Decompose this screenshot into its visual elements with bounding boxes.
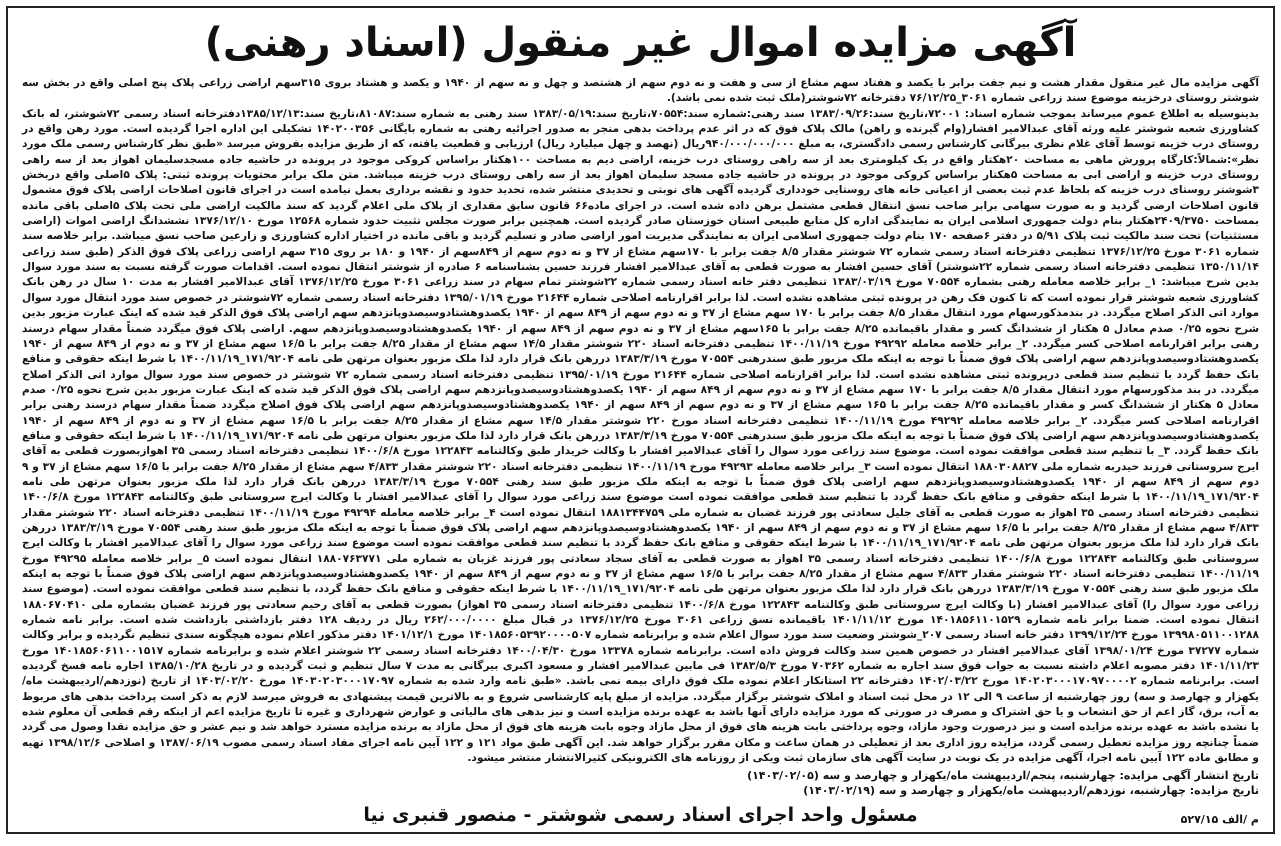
auction-notice (6, 6, 1275, 834)
notice-subject: آگهی مزایده مال غیر منقول مقدار هشت و نیم جفت برابر با یکصد و هفتاد سهم مشاع از سی و هفت و نه دوم سهم از هشتصد و چهل و نه سهم از ۱۹۴۰ و یکصد و هشتاد بروی ۳۱۵سهم اراضی زراعی پلاک پنج اصلی واقع در بخش سه شوشتر روستای درخزینه موضوع سند زراعی شماره ۳۰۶۱_۷۶/۱۲/۲۵ دفترخانه ۷۲شوشتر(ملک ثبت شده نمی باشد). (22, 77, 1259, 105)
notice-dates (22, 768, 1259, 798)
signature-line: مسئول واحد اجرای اسناد رسمی شوشتر - منصور قنبری نیا (363, 804, 918, 827)
auction-date: تاریخ مزایده: چهارشنبه، نوزدهم/اردیبهشت ماه/یکهزار و چهارصد و سه (۱۴۰۳/۰۲/۱۹) (803, 784, 1259, 798)
reference-number: م /الف ۵۲۷/۱۵ (1180, 813, 1259, 826)
notice-body: بدینوسیله به اطلاع عموم میرساند بموجب شماره اسناد: ۷۲۰۰۱،تاریخ سند:۱۳۸۳/۰۹/۲۶ سند رهنی:شماره سند:۷۰۵۵۴،تاریخ سند:۱۳۸۳/۰۵/۱۹ سند رهنی به شماره سند:۸۱۰۸۷،تاریخ سند:۱۳۸۵/۱۲/۱۳دفترخانه اسناد رسمی ۷۲شوشتر، له بانک کشاورزی شعبه شوشتر علیه ورثه آقای عبدالامیر افشار(وام گیرنده و راهن) مالک پلاک فوق که در اثر عدم پرداخت بدهی منجر به صدور اجرائیه رهنی به شماره بایگانی ۱۴۰۲۰۰۳۵۶ تشکیلی این اداره اجرا گردیده است. مورد رهن واقع در روستای درب خزینه توسط آقای غلام نظری بیرگانی کارشناس رسمی دادگستری، به مبلغ ۹۴۰/۰۰۰/۰۰۰/۰۰۰ریال (نهصد و چهل میلیارد ریال) ارزیابی و قطعیت یافته، که از طریق مزایده بفروش میرسد «طبق نظر کارشناس رسمی ملک مورد نظر»:شمالاً:کارگاه پرورش ماهی به مساحت ۲۰هکتار واقع در یک کیلومتری بعد از سه راهی روستای درب خزینه، اراضی دیم به مساحت ۱۰۰هکتار براساس کروکی موجود در پرونده در حاشیه جاده مسجدسلیمان اهواز بعد از سه راهی روستای درب خزینه و اراضی ابی به مساحت ۵هکتار براساس کروکی موجود در پرونده در حاشیه جاده مسجد سلیمان اهواز بعد از سه راهی روستای درب خزینه میباشد. متن ملک برابر محتویات پرونده ثبتی: پلاک ۵اصلی واقع دربخش ۳شوشتر روستای درب خزینه که بلحاظ عدم ثبت بعضی از اعیانی خانه های روستایی خودداری گردیده آگهی های نوبتی و تحدیدی منتشر شده، تحدید حدود و نقشه برداری بعمل نیامده است در اجرای قانون اصلاحات اراضی پلاک فوق مشمول قانون اصلاحات ارضی گردید و به صورت سهامی برابر صاحب نسق انتقال قطعی مشتمل برهن داده شده است. در اجرای ماده۶۶ قانون سابق مقداری از پلاک ملی اعلام گردید که سند مالکیت اراضی ملی تحت پلاک ۵اصلی باقی مانده بمساحت ۲۴۰۹/۳۷۵۰هکتار بنام دولت جمهوری اسلامی ایران به نمایندگی اداره کل منابع طبیعی استان خوزستان صادر گردیده است. همچنین برابر صورت مجلس تثبیت حدود شماره ۱۲۵۶۸ مورخ ۱۳۷۶/۱۲/۱۰ نششدانگ اراضی اموات (اراضی مستثنیات) تحت سند مالکیت ثبت پلاک ۵/۹۱ در دفتر ۶صفحه ۱۷۰ بنام دولت جمهوری اسلامی ایران به نمایندگی مدیریت امور اراضی صادر و تسلیم گردید و باقی مانده در اختیار اداره کشاورزی و زارعین صاحب نسق میباشد. برابر خلاصه سند شماره ۳۰۶۱ مورخ ۱۳۷۶/۱۲/۲۵ تنظیمی دفترخانه اسناد رسمی شماره ۷۲ شوشتر مقدار ۸/۵ جفت برابر با ۱۷۰سهم مشاع از ۳۷ و نه دوم سهم از ۸۴۹سهم از ۱۹۴۰ و ۱۸۰ بر روی ۳۱۵ سهم اراضی زراعی پلاک فوق الذکر (طبق سند زراعی ۱۳۵۰/۱۱/۱۴ تنظیمی دفترخانه اسناد رسمی شماره ۲۲شوشتر) آقای حسین افشار به صورت قطعی به آقای عبدالامیر افشار فرزند حسین بشناسنامه ۶ صادره از شوشتر انتقال نموده است. اقدامات صورت گرفته نسبت به سند مورد سوال بدین شرح میباشد: ۱_ برابر خلاصه معامله رهنی بشماره ۷۰۵۵۴ مورخ ۱۳۸۳/۰۳/۱۹ تنظیمی دفتر خانه اسناد رسمی شماره ۲۲شوشتر تمام سهام در سند زراعی ۳۰۶۱ مورخ ۱۳۷۶/۱۲/۲۵ آقای عبدالامیر افشار به مدت ۱۰ سال در رهن بانک کشاورزی شعبه شوشتر قرار نموده است که تا کنون فک رهن در پرونده ثبتی مشاهده نشده است. لذا برابر اقرارنامه اصلاحی شماره ۲۱۶۴۴ مورخ ۱۳۹۵/۰۱/۱۹ دفترخانه اسناد رسمی شماره ۷۲شوشتر در خصوص سند مورد انتقال مورد سوال موارد اتی الذکر اصلاح میگردد. در بندمذکورسهام مورد انتقال مقدار ۸/۵ جفت برابر با ۱۷۰ سهم مشاع از ۳۷ و نه دوم سهم از ۸۴۹ سهم از ۱۹۴۰ یکصدوهشتادوسیصدوپانزدهم سهم اراضی پلاک فوق الذکر قید شده که اینک عبارت مزبور بدین شرح نحوه ۰/۲۵ صدم معادل ۵ هکتار از ششدانگ کسر و مقدار باقیمانده ۸/۲۵ جفت برابر با ۱۶۵سهم مشاع از ۳۷ و نه دوم سهم از ۸۴۹ سهم از ۱۹۴۰ یکصدوهشتادوسیصدوپانزدهم سهم. اراضی پلاک فوق میگردد ضمناً مقدار سهام درسند رهنی برابر اقرارنامه اصلاحی کسر میگردد. ۲_ برابر خلاصه معامله ۴۹۲۹۲ مورخ ۱۴۰۰/۱۱/۱۹ تنظیمی دفترخانه اسناد ۲۲۰ شوشتر مقدار ۱۴/۵ سهم مشاع از مقدار ۸/۲۵ جفت برابر با ۱۶/۵ سهم مشاع از ۳۷ و نه دوم از ۸۴۹ سهم از ۱۹۴۰ یکصدوهشتادوسیصدوپانزدهم سهم اراضی پلاک فوق ضمناً با توجه به اینکه ملک مزبور طبق سندرهنی ۷۰۵۵۴ مورخ ۱۳۸۳/۳/۱۹ دررهن بانک قرار دارد لذا ملک مزبور بعنوان مرتهن طی نامه ۱۷۱/۹۲۰۴_۱۴۰۰/۱۱/۱۹ با شرط اینکه حقوقی و منافع بانک حفظ گردد با تنظیم سند قطعی درپرونده ثبتی مشاهده نشده است. لذا برابر اقرارنامه اصلاحی شماره ۲۱۶۴۴ مورخ ۱۳۹۵/۰۱/۱۹ تنظیمی دفترخانه اسناد رسمی شماره ۷۲ شوشتر در خصوص سند مورد سوال موارد اتی الذکر اصلاح میگردد. در بند مذکورسهام مورد انتقال مقدار ۸/۵ جفت برابر با ۱۷۰ سهم مشاع از ۳۷ و نه دوم سهم از ۸۴۹ سهم از ۱۹۴۰ یکصدوهشتادوسیصدوپانزدهم سهم اراضی پلاک فوق الذکر قید شده که اینک عبارت مزبور بدین شرح نحوه ۰/۲۵ صدم معادل ۵ هکتار از ششدانگ کسر و مقدار باقیمانده ۸/۲۵ جفت برابر با ۱۶۵ سهم مشاع از ۳۷ و نه دوم سهم از ۸۴۹ سهم از ۱۹۴۰ یکصدوهشتادوسیصدوپانزدهم سهم اراضی پلاک فوق اصلاح میگردد ضمناً مقدار سهام درسند رهنی برابر اقرارنامه اصلاحی کسر میگردد. ۲_ برابر خلاصه معامله ۴۹۲۹۲ مورخ ۱۴۰۰/۱۱/۱۹ تنظیمی دفترخانه اسناد مورخ ۲۲۰ شوشتر مقدار ۱۴/۵ سهم مشاع از مقدار ۸/۲۵ جفت برابر با ۱۶/۵ سهم مشاع از ۳۷ و نه دوم از ۸۴۹ سهم از ۱۹۴۰ یکصدوهشتادوسیصدوپانزدهم سهم اراضی پلاک فوق ضمناً با توجه به اینکه ملک مزبور طبق سندرهنی ۷۰۵۵۴ مورخ ۱۳۸۳/۳/۱۹ دررهن بانک قرار دارد لذا ملک مزبور بعنوان مرتهن طی نامه ۱۷۱/۹۲۰۴_۱۴۰۰/۱۱/۱۹ با شرط اینکه حقوقی و منافع بانک حفظ گردد. ۳_ با تنظیم سند قطعی موافقت نموده است. موضوع سند زراعی مورد سوال را آقای عبدالامیر افشار با وکالت خریدار طبق وکالتنامه ۱۲۲۸۴۳ مورخ ۱۴۰۰/۶/۸ تنظیمی دفترخانه اسناد رسمی ۳۵ اهوازبصورت قطعی به آقای ایرج سروستانی فرزند حیدربه شماره ملی ۱۸۸۰۳۰۸۸۲۷ انتقال نموده است ۳_ برابر خلاصه معامله ۴۹۲۹۳ مورخ ۱۴۰۰/۱۱/۱۹ تنظیمی دفترخانه اسناد ۲۲۰ شوشتر مقدار ۴/۸۳۳ سهم مشاع از مقدار ۸/۲۵ جفت برابر با ۱۶/۵ سهم مشاع از ۳۷ و ۹ دوم سهم از ۸۴۹ سهم از ۱۹۴۰ یکصدوهشتادوسیصدوپانزدهم سهم اراضی پلاک فوق ضمناً با توجه به اینکه ملک مزبور طبق سند رهنی ۷۰۵۵۴ مورخ ۱۳۸۳/۳/۱۹ دررهن بانک قرار دارد لذا ملک مزبور بعنوان مرتهن طی نامه ۱۷۱/۹۲۰۴_۱۴۰۰/۱۱/۱۹ با شرط اینکه حقوقی و منافع بانک حفظ گردد با تنظیم سند قطعی موافقت نموده است موضوع سند زراعی مورد سوال را آقای عبدالامیر افشار با وکالت ایرج سروستانی طبق وکالتنامه ۱۲۲۸۴۳ مورخ ۱۴۰۰/۶/۸ تنظیمی دفترخانه اسناد رسمی ۳۵ اهواز به صورت قطعی به آقای جلیل سعادتی پور فرزند غضبان به شماره ملی ۱۸۸۱۳۴۴۷۵۹ انتقال نموده است ۴_ برابر خلاصه معامله ۴۹۲۹۴ مورخ ۱۴۰۰/۱۱/۱۹ تنظیمی دفترخانه اسناد ۲۲۰ شوشتر مقدار ۴/۸۳۳ سهم مشاع از مقدار ۸/۲۵ جفت برابر با ۱۶/۵ سهم مشاع از ۳۷ و نه دوم سهم از ۸۴۹ سهم از ۱۹۴۰ یکصدوهشتادوسیصدوپانزدهم سهم اراضی پلاک فوق ضمناً با توجه به اینکه ملک مزبور طبق سند رهنی ۷۰۵۵۴ مورخ ۱۳۸۳/۳/۱۹ دررهن بانک قرار دارد لذا ملک مزبور بعنوان مرتهن طی نامه ۱۷۱/۹۲۰۴_۱۴۰۰/۱۱/۱۹ با شرط اینکه حقوقی و منافع بانک حفظ گردد با تنظیم سند قطعی موافقت نموده است موضوع سند زراعی مورد سوال را آقای عبدالامیر افشار با وکالت ایرج سروستانی طبق وکالتنامه ۱۲۲۸۴۳ مورخ ۱۴۰۰/۶/۸ تنظیمی دفترخانه اسناد رسمی ۳۵ اهواز به صورت قطعی به آقای سجاد سعادتی پور فرزند غزبان به شماره ملی ۱۸۸۰۷۶۳۷۷۱ انتقال نموده است ۵_ برابر خلاصه معامله ۴۹۲۹۵ مورخ ۱۴۰۰/۱۱/۱۹ تنظیمی دفترخانه اسناد ۲۲۰ شوشتر مقدار ۴/۸۳۳ سهم مشاع از مقدار ۸/۲۵ جفت برابر با ۱۶/۵ سهم مشاع از ۳۷ و نه دوم سهم از ۸۴۹ سهم از ۱۹۴۰ یکصدوهشتادوسیصدوپانزدهم سهم اراضی پلاک فوق ضمناً با توجه به اینکه ملک مزبور طبق سند رهنی ۷۰۵۵۴ مورخ ۱۳۸۳/۳/۱۹ دررهن بانک قرار دارد لذا ملک مزبور بعنوان مرتهن طی نامه ۱۷۱/۹۲۰۴_۱۴۰۰/۱۱/۱۹ با شرط اینکه حقوقی و منافع بانک حفظ گردد، با تنظیم سند قطعی موافقت نموده است. (موضوع سند زراعی مورد سوال را) آقای عبدالامیر افشار (با وکالت ایرج سروستانی طبق وکالتنامه ۱۲۲۸۴۳ مورخ ۱۴۰۰/۶/۸ تنظیمی دفترخانه اسناد رسمی ۳۵ اهواز) بصورت قطعی به آقای رحیم سعادتی پور فرزند غضبان بشماره ملی ۱۸۸۰۶۷۰۴۱۰ انتقال نموده است. ضمنا برابر نامه شماره ۱۴۰۱۸۵۶۱۱۰۱۵۲۹ مورخ ۱۴۰۱/۱۱/۱۲ باقیمانده نسق زراعی ۳۰۶۱ مورخ ۱۳۷۶/۱۲/۲۵ در قبال مبلغ ۲۶۲/۰۰۰/۰۰۰۰ ریال در ردیف ۱۲۸ دفتر بازداشتی بازداشت شده است. برابر نامه شماره ۱۳۹۹۸۰۵۱۱۰۰۱۲۸۸ مورخ ۱۳۹۹/۱۲/۲۴ دفتر خانه اسناد رسمی ۲۰۷_شوشتر وضعیت سند مورد سوال اعلام شده و برابرنامه شماره ۱۴۰۱۸۵۶۰۵۳۹۲۰۰۰۰۵۰۷ مورخ ۱۴۰۱/۱۲/۱ دفتر مذکور اعلام نموده هیچگونه سندی تنظیم نگردیده و برابر وکالت شماره ۳۷۲۷۷ مورخ ۱۳۹۸/۰۱/۲۴ آقای عبدالامیر افشار در خصوص همین سند وکالت فروش داده است. برابرنامه شماره ۱۳۳۷۸ مورخ ۱۴۰۰/۰۴/۳۰ دفترخانه اسناد رسمی ۲۲ شوشتر اعلام شده و برابرنامه شماره ۱۴۰۱۸۵۶۰۶۱۱۰۰۱۵۱۷ مورخ ۱۴۰۱/۱۱/۲۳ دفتر مصوبه اعلام داشته نسبت به جواب فوق سند اجاره به شماره ۷۰۳۶۲ مورخ ۱۳۸۳/۵/۳ فی مابین عبدالامیر افشار و مسعود اکبری بیرگانی به مدت ۷ سال تنظیم و ثبت گردیده و در تاریخ ۱۳۸۵/۱۰/۲۸ اجاره نامه فسخ گردیده است. برابرنامه شماره ۱۴۰۲۰۳۰۰۰۱۷۰۹۷۰۰۰۰۲ مورخ ۱۴۰۲/۰۳/۲۲ دفترخانه ۲۲ استانکار اعلام نموده ملک فوق دارای بیمه نمی باشد. «طبق نامه وارد شده به شماره ۱۴۰۳۰۲۰۳۰۰۰۱۷۰۹۷ مورخ ۱۴۰۳/۰۲/۲۰ از تاریخ (نوزدهم/اردیبهشت ماه/یکهزار و چهارصد و سه) روز چهارشنبه از ساعت ۹ الی ۱۲ در محل ثبت اسناد و املاک شوشتر برگزار میگردد. مزایده از مبلغ پایه کارشناسی شروع و به بالاترین قیمت پیشنهادی به فروش میرسد لازم به ذکر است پرداخت بدهی های مربوط به آب، برق، گاز اعم از حق انشعاب و یا حق اشتراک و مصرف در صورتی که مورد مزایده دارای آنها باشد به عهده برنده مزایده است و نیز بدهی های مالیاتی و عوارض شهرداری و غیره تا تاریخ مزایده اعم از اینکه رقم قطعی آن معلوم شده یا نشده باشد به عهده برنده مزایده است و نیز درصورت وجود مازاد، وجوه پرداختی بابت هزینه های فوق از محل مازاد وجوه بابت هزینه های فوق از محل مازاد به برنده مزایده مسترد خواهد شد و نیم عشر و حق مزایده نقدا وصول می گردد ضمناً چنانچه روز مزایده تعطیل رسمی گردد، مزایده روز اداری بعد از تعطیلی در همان ساعت و مکان مقرر برگزار خواهد شد. این آگهی طبق مواد ۱۲۱ و ۱۲۲ آیین نامه اجرای مفاد اسناد رسمی مصوب ۱۳۸۷/۰۶/۱۹ و اصلاحی ۱۳۹۸/۱۲/۶ تهیه و مطابق ماده ۱۲۲ آیین نامه اجرا، آگهی مزایده در یک نوبت در سایت آگهی های سازمان ثبت ویکی از روزنامه های الکترونیکی کثیرالانتشار منتشر میشود. (22, 107, 1260, 765)
publish-date: تاریخ انتشار آگهی مزایده: چهارشنبه، پنجم/اردیبهشت ماه/یکهزار و چهارصد و سه (۱۴۰۳/۰۲/۰۵) (747, 769, 1259, 783)
notice-title: آگهی مزایده اموال غیر منقول (اسناد رهنی) (204, 20, 1077, 66)
